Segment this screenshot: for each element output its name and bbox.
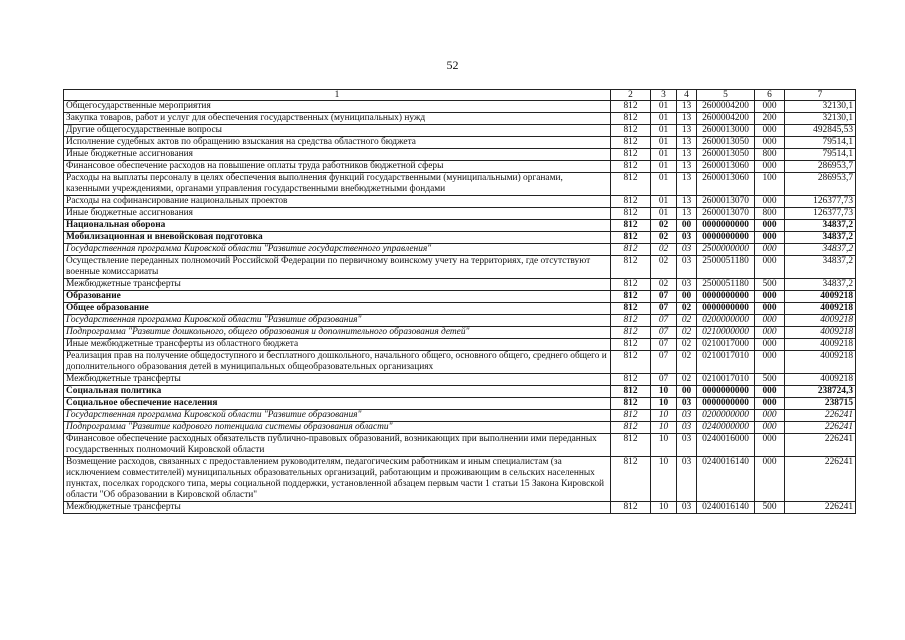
cell-name: Межбюджетные трансферты xyxy=(64,279,611,291)
budget-table xyxy=(63,89,856,514)
cell-admin-code: 812 xyxy=(611,279,651,291)
table-row xyxy=(64,196,856,208)
cell-amount: 32130,1 xyxy=(785,113,856,125)
cell-name: Иные бюджетные ассигнования xyxy=(64,149,611,161)
cell-target-article: 0240016140 xyxy=(697,502,755,514)
cell-section: 02 xyxy=(651,232,677,244)
cell-subsection: 00 xyxy=(677,386,697,398)
table-row xyxy=(64,351,856,374)
cell-name: Реализация прав на получение общедоступного и бесплатного дошкольного, начального общего, основного общего, среднего общего и дополнительного образования детей в муниципальных общеобразовательных организациях xyxy=(64,351,611,374)
cell-expense-type: 000 xyxy=(755,339,785,351)
cell-target-article: 2500051180 xyxy=(697,279,755,291)
cell-section: 10 xyxy=(651,434,677,457)
cell-admin-code: 812 xyxy=(611,374,651,386)
cell-name: Государственная программа Кировской области "Развитие государственного управления" xyxy=(64,244,611,256)
cell-name: Межбюджетные трансферты xyxy=(64,502,611,514)
cell-amount: 226241 xyxy=(785,457,856,502)
cell-name: Социальная политика xyxy=(64,386,611,398)
cell-target-article: 0000000000 xyxy=(697,291,755,303)
cell-admin-code: 812 xyxy=(611,422,651,434)
cell-expense-type: 800 xyxy=(755,208,785,220)
cell-section: 10 xyxy=(651,410,677,422)
cell-section: 10 xyxy=(651,502,677,514)
cell-section: 10 xyxy=(651,398,677,410)
cell-admin-code: 812 xyxy=(611,196,651,208)
page-number: 52 xyxy=(446,58,459,72)
cell-subsection: 02 xyxy=(677,351,697,374)
cell-name: Иные бюджетные ассигнования xyxy=(64,208,611,220)
cell-section: 01 xyxy=(651,101,677,113)
cell-expense-type: 000 xyxy=(755,434,785,457)
table-row xyxy=(64,244,856,256)
cell-section: 07 xyxy=(651,374,677,386)
cell-expense-type: 000 xyxy=(755,398,785,410)
cell-subsection: 02 xyxy=(677,374,697,386)
cell-name: Общее образование xyxy=(64,303,611,315)
cell-amount: 4009218 xyxy=(785,374,856,386)
cell-name: Общегосударственные мероприятия xyxy=(64,101,611,113)
cell-expense-type: 000 xyxy=(755,137,785,149)
cell-target-article: 2600013060 xyxy=(697,173,755,196)
cell-admin-code: 812 xyxy=(611,351,651,374)
table-row xyxy=(64,291,856,303)
cell-name: Иные межбюджетные трансферты из областного бюджета xyxy=(64,339,611,351)
cell-amount: 34837,2 xyxy=(785,220,856,232)
table-row xyxy=(64,315,856,327)
header-col-4: 4 xyxy=(677,90,697,101)
cell-section: 10 xyxy=(651,422,677,434)
cell-admin-code: 812 xyxy=(611,386,651,398)
cell-subsection: 03 xyxy=(677,279,697,291)
cell-section: 01 xyxy=(651,113,677,125)
cell-admin-code: 812 xyxy=(611,125,651,137)
cell-target-article: 0240000000 xyxy=(697,422,755,434)
cell-admin-code: 812 xyxy=(611,113,651,125)
cell-amount: 4009218 xyxy=(785,303,856,315)
cell-admin-code: 812 xyxy=(611,303,651,315)
cell-amount: 238724,3 xyxy=(785,386,856,398)
cell-target-article: 0000000000 xyxy=(697,398,755,410)
cell-name: Государственная программа Кировской области "Развитие образования" xyxy=(64,315,611,327)
cell-section: 02 xyxy=(651,279,677,291)
cell-amount: 4009218 xyxy=(785,351,856,374)
cell-admin-code: 812 xyxy=(611,173,651,196)
cell-expense-type: 000 xyxy=(755,256,785,279)
cell-section: 01 xyxy=(651,149,677,161)
cell-name: Национальная оборона xyxy=(64,220,611,232)
cell-name: Подпрограмма "Развитие кадрового потенциала системы образования области" xyxy=(64,422,611,434)
cell-target-article: 0000000000 xyxy=(697,220,755,232)
cell-expense-type: 000 xyxy=(755,327,785,339)
cell-admin-code: 812 xyxy=(611,220,651,232)
cell-name: Государственная программа Кировской области "Развитие образования" xyxy=(64,410,611,422)
cell-target-article: 0240016140 xyxy=(697,457,755,502)
cell-amount: 126377,73 xyxy=(785,208,856,220)
cell-section: 10 xyxy=(651,457,677,502)
cell-name: Мобилизационная и вневойсковая подготовка xyxy=(64,232,611,244)
table-row xyxy=(64,220,856,232)
cell-expense-type: 500 xyxy=(755,374,785,386)
cell-admin-code: 812 xyxy=(611,232,651,244)
cell-admin-code: 812 xyxy=(611,208,651,220)
cell-name: Закупка товаров, работ и услуг для обеспечения государственных (муниципальных) нужд xyxy=(64,113,611,125)
cell-expense-type: 500 xyxy=(755,502,785,514)
header-col-6: 6 xyxy=(755,90,785,101)
cell-name: Расходы на софинансирование национальных проектов xyxy=(64,196,611,208)
cell-section: 07 xyxy=(651,315,677,327)
cell-target-article: 0000000000 xyxy=(697,303,755,315)
cell-subsection: 02 xyxy=(677,315,697,327)
cell-section: 02 xyxy=(651,220,677,232)
table-row xyxy=(64,137,856,149)
cell-subsection: 02 xyxy=(677,339,697,351)
cell-subsection: 03 xyxy=(677,422,697,434)
cell-target-article: 0200000000 xyxy=(697,410,755,422)
cell-admin-code: 812 xyxy=(611,502,651,514)
table-row xyxy=(64,173,856,196)
cell-section: 10 xyxy=(651,386,677,398)
cell-expense-type: 000 xyxy=(755,457,785,502)
cell-expense-type: 000 xyxy=(755,161,785,173)
cell-target-article: 0210017010 xyxy=(697,374,755,386)
cell-expense-type: 000 xyxy=(755,244,785,256)
cell-admin-code: 812 xyxy=(611,398,651,410)
cell-target-article: 0200000000 xyxy=(697,315,755,327)
cell-section: 01 xyxy=(651,196,677,208)
cell-target-article: 2600004200 xyxy=(697,113,755,125)
cell-expense-type: 500 xyxy=(755,279,785,291)
table-row xyxy=(64,457,856,502)
cell-amount: 4009218 xyxy=(785,339,856,351)
table-row xyxy=(64,410,856,422)
cell-section: 01 xyxy=(651,125,677,137)
cell-subsection: 00 xyxy=(677,220,697,232)
cell-subsection: 13 xyxy=(677,161,697,173)
cell-amount: 286953,7 xyxy=(785,173,856,196)
table-row xyxy=(64,398,856,410)
cell-subsection: 13 xyxy=(677,101,697,113)
header-col-5: 5 xyxy=(697,90,755,101)
cell-section: 07 xyxy=(651,291,677,303)
cell-expense-type: 000 xyxy=(755,232,785,244)
cell-subsection: 00 xyxy=(677,291,697,303)
cell-name: Подпрограмма "Развитие дошкольного, общего образования и дополнительного образования детей" xyxy=(64,327,611,339)
table-row xyxy=(64,113,856,125)
cell-target-article: 2600013060 xyxy=(697,161,755,173)
table-body xyxy=(64,101,856,514)
cell-admin-code: 812 xyxy=(611,339,651,351)
table-row xyxy=(64,232,856,244)
cell-admin-code: 812 xyxy=(611,315,651,327)
cell-subsection: 13 xyxy=(677,149,697,161)
cell-admin-code: 812 xyxy=(611,327,651,339)
cell-target-article: 2600013070 xyxy=(697,196,755,208)
cell-admin-code: 812 xyxy=(611,244,651,256)
cell-target-article: 0000000000 xyxy=(697,232,755,244)
table-row xyxy=(64,327,856,339)
cell-expense-type: 000 xyxy=(755,101,785,113)
table-row xyxy=(64,279,856,291)
cell-name: Межбюджетные трансферты xyxy=(64,374,611,386)
cell-name: Другие общегосударственные вопросы xyxy=(64,125,611,137)
cell-name: Расходы на выплаты персоналу в целях обеспечения выполнения функций государственными (муниципальными) органами, казенными учреждениями, органами управления государственными внебюджетными фондами xyxy=(64,173,611,196)
cell-admin-code: 812 xyxy=(611,101,651,113)
cell-subsection: 13 xyxy=(677,125,697,137)
cell-subsection: 03 xyxy=(677,398,697,410)
cell-target-article: 2600013000 xyxy=(697,125,755,137)
cell-expense-type: 000 xyxy=(755,386,785,398)
cell-amount: 79514,1 xyxy=(785,137,856,149)
header-row xyxy=(64,90,856,101)
cell-amount: 32130,1 xyxy=(785,101,856,113)
cell-expense-type: 000 xyxy=(755,303,785,315)
table-row xyxy=(64,339,856,351)
cell-expense-type: 000 xyxy=(755,351,785,374)
cell-amount: 34837,2 xyxy=(785,279,856,291)
cell-subsection: 13 xyxy=(677,196,697,208)
cell-amount: 226241 xyxy=(785,422,856,434)
cell-section: 01 xyxy=(651,173,677,196)
table-row xyxy=(64,149,856,161)
table-row xyxy=(64,303,856,315)
cell-amount: 79514,1 xyxy=(785,149,856,161)
cell-admin-code: 812 xyxy=(611,256,651,279)
cell-amount: 4009218 xyxy=(785,315,856,327)
table-row xyxy=(64,256,856,279)
cell-subsection: 13 xyxy=(677,113,697,125)
cell-subsection: 03 xyxy=(677,244,697,256)
header-col-3: 3 xyxy=(651,90,677,101)
cell-subsection: 13 xyxy=(677,137,697,149)
cell-expense-type: 000 xyxy=(755,196,785,208)
cell-expense-type: 000 xyxy=(755,291,785,303)
cell-section: 02 xyxy=(651,256,677,279)
cell-target-article: 0210017010 xyxy=(697,351,755,374)
cell-name: Исполнение судебных актов по обращению взыскания на средства областного бюджета xyxy=(64,137,611,149)
cell-section: 07 xyxy=(651,351,677,374)
cell-amount: 4009218 xyxy=(785,291,856,303)
cell-section: 01 xyxy=(651,161,677,173)
cell-name: Осуществление переданных полномочий Российской Федерации по первичному воинскому учету на территориях, где отсутствуют военные комиссариаты xyxy=(64,256,611,279)
table-row xyxy=(64,422,856,434)
cell-subsection: 02 xyxy=(677,327,697,339)
cell-amount: 226241 xyxy=(785,410,856,422)
cell-subsection: 03 xyxy=(677,256,697,279)
cell-admin-code: 812 xyxy=(611,291,651,303)
table-row xyxy=(64,502,856,514)
cell-subsection: 13 xyxy=(677,208,697,220)
table-row xyxy=(64,386,856,398)
cell-expense-type: 000 xyxy=(755,220,785,232)
cell-section: 07 xyxy=(651,339,677,351)
cell-admin-code: 812 xyxy=(611,161,651,173)
cell-subsection: 02 xyxy=(677,303,697,315)
cell-amount: 34837,2 xyxy=(785,232,856,244)
cell-amount: 492845,53 xyxy=(785,125,856,137)
cell-amount: 226241 xyxy=(785,502,856,514)
cell-amount: 34837,2 xyxy=(785,256,856,279)
cell-admin-code: 812 xyxy=(611,410,651,422)
cell-amount: 4009218 xyxy=(785,327,856,339)
cell-name: Возмещение расходов, связанных с предоставлением руководителям, педагогическим работникам и иным специалистам (за исключением совместителей) муниципальных образовательных организаций, работающим и проживающим в сельских населенных пунктах, поселках городского типа, меры социальной поддержки, установленной абзацем первым части 1 статьи 15 Закона Кировской области "Об образовании в Кировской области" xyxy=(64,457,611,502)
table-row xyxy=(64,208,856,220)
header-col-7: 7 xyxy=(785,90,856,101)
cell-target-article: 2500051180 xyxy=(697,256,755,279)
cell-amount: 286953,7 xyxy=(785,161,856,173)
cell-target-article: 2600013050 xyxy=(697,137,755,149)
cell-subsection: 03 xyxy=(677,457,697,502)
cell-name: Финансовое обеспечение расходных обязательств публично-правовых образований, возникающих при выполнении ими переданных государственных полномочий Кировской области xyxy=(64,434,611,457)
cell-expense-type: 000 xyxy=(755,315,785,327)
cell-target-article: 0210017000 xyxy=(697,339,755,351)
cell-section: 07 xyxy=(651,303,677,315)
cell-target-article: 0000000000 xyxy=(697,386,755,398)
cell-name: Образование xyxy=(64,291,611,303)
cell-subsection: 03 xyxy=(677,434,697,457)
cell-target-article: 0240016000 xyxy=(697,434,755,457)
table-row xyxy=(64,125,856,137)
cell-expense-type: 000 xyxy=(755,125,785,137)
cell-admin-code: 812 xyxy=(611,137,651,149)
cell-expense-type: 800 xyxy=(755,149,785,161)
cell-admin-code: 812 xyxy=(611,149,651,161)
cell-subsection: 03 xyxy=(677,232,697,244)
cell-target-article: 2600013050 xyxy=(697,149,755,161)
cell-name: Социальное обеспечение населения xyxy=(64,398,611,410)
cell-subsection: 03 xyxy=(677,410,697,422)
cell-section: 01 xyxy=(651,208,677,220)
cell-admin-code: 812 xyxy=(611,457,651,502)
cell-expense-type: 100 xyxy=(755,173,785,196)
cell-amount: 226241 xyxy=(785,434,856,457)
table-row xyxy=(64,161,856,173)
cell-target-article: 0210000000 xyxy=(697,327,755,339)
cell-target-article: 2600004200 xyxy=(697,101,755,113)
cell-expense-type: 000 xyxy=(755,422,785,434)
cell-subsection: 13 xyxy=(677,173,697,196)
cell-target-article: 2500000000 xyxy=(697,244,755,256)
table-row xyxy=(64,374,856,386)
table-row xyxy=(64,101,856,113)
cell-amount: 34837,2 xyxy=(785,244,856,256)
cell-name: Финансовое обеспечение расходов на повышение оплаты труда работников бюджетной сферы xyxy=(64,161,611,173)
cell-subsection: 03 xyxy=(677,502,697,514)
header-col-2: 2 xyxy=(611,90,651,101)
cell-section: 07 xyxy=(651,327,677,339)
cell-admin-code: 812 xyxy=(611,434,651,457)
cell-expense-type: 200 xyxy=(755,113,785,125)
table-row xyxy=(64,434,856,457)
cell-target-article: 2600013070 xyxy=(697,208,755,220)
cell-amount: 126377,73 xyxy=(785,196,856,208)
cell-expense-type: 000 xyxy=(755,410,785,422)
cell-amount: 238715 xyxy=(785,398,856,410)
cell-section: 02 xyxy=(651,244,677,256)
cell-section: 01 xyxy=(651,137,677,149)
header-col-1: 1 xyxy=(64,90,611,101)
